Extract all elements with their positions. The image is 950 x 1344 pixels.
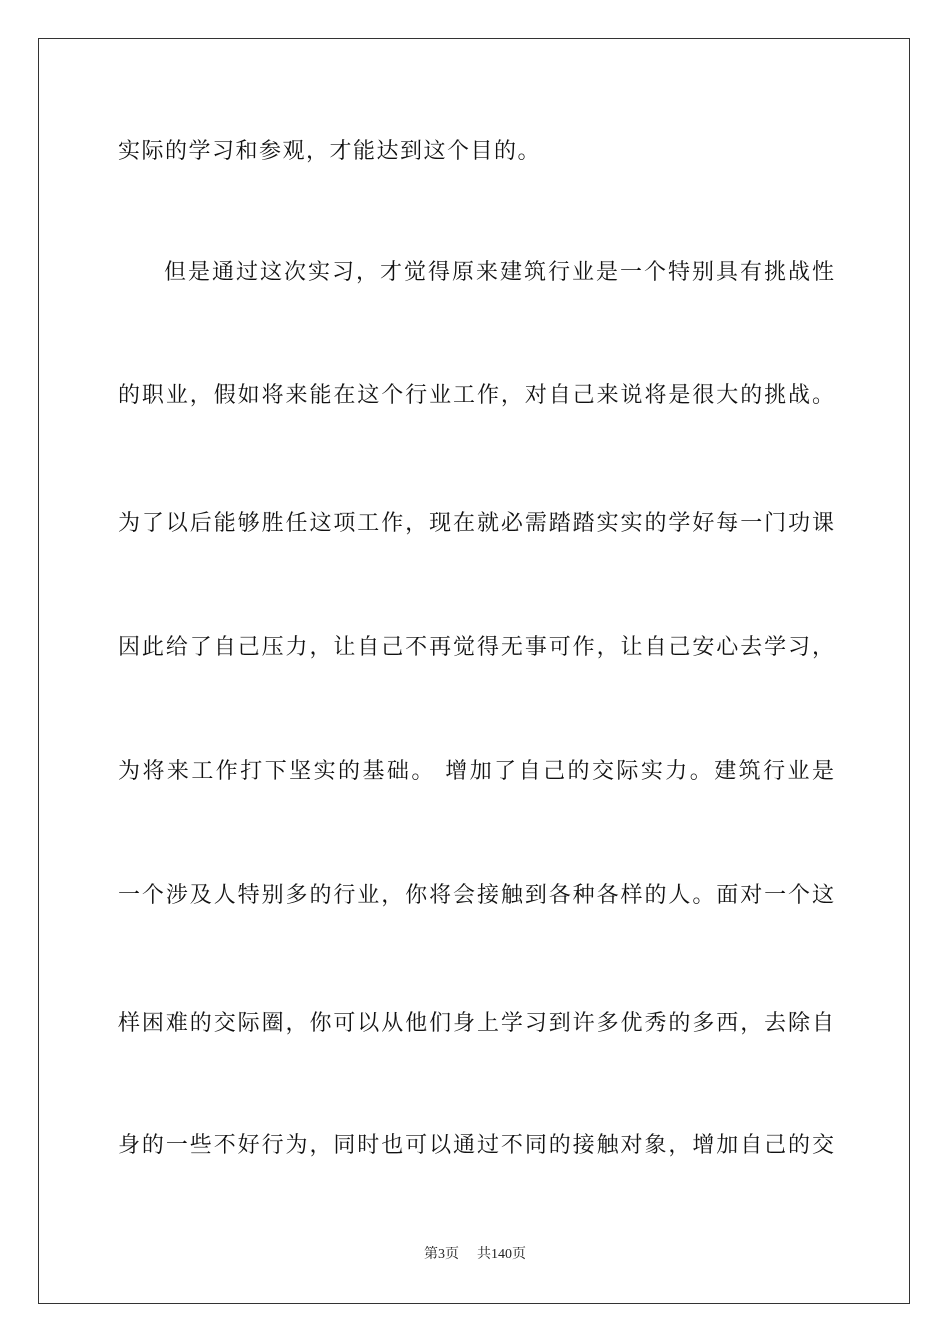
text-line-5: 因此给了自己压力，让自己不再觉得无事可作，让自己安心去学习， (118, 635, 834, 660)
text-line-6: 为将来工作打下坚实的基础。 增加了自己的交际实力。建筑行业是 (118, 759, 834, 784)
text-line-4: 为了以后能够胜任这项工作，现在就必需踏踏实实的学好每一门功课 (118, 511, 834, 536)
text-line-9: 身的一些不好行为，同时也可以通过不同的接触对象，增加自己的交 (118, 1133, 834, 1158)
text-line-1: 实际的学习和参观，才能达到这个目的。 (118, 139, 542, 164)
page-number: 第3页 (424, 1247, 459, 1262)
page-total: 共140页 (477, 1247, 526, 1262)
text-line-3: 的职业，假如将来能在这个行业工作，对自己来说将是很大的挑战。 (118, 383, 834, 408)
text-line-2: 但是通过这次实习，才觉得原来建筑行业是一个特别具有挑战性 (164, 260, 834, 285)
text-line-8: 样困难的交际圈，你可以从他们身上学习到许多优秀的多西，去除自 (118, 1011, 834, 1036)
page-footer (0, 1246, 950, 1264)
text-line-7: 一个涉及人特别多的行业，你将会接触到各种各样的人。面对一个这 (118, 883, 834, 908)
page-border (38, 38, 910, 1304)
